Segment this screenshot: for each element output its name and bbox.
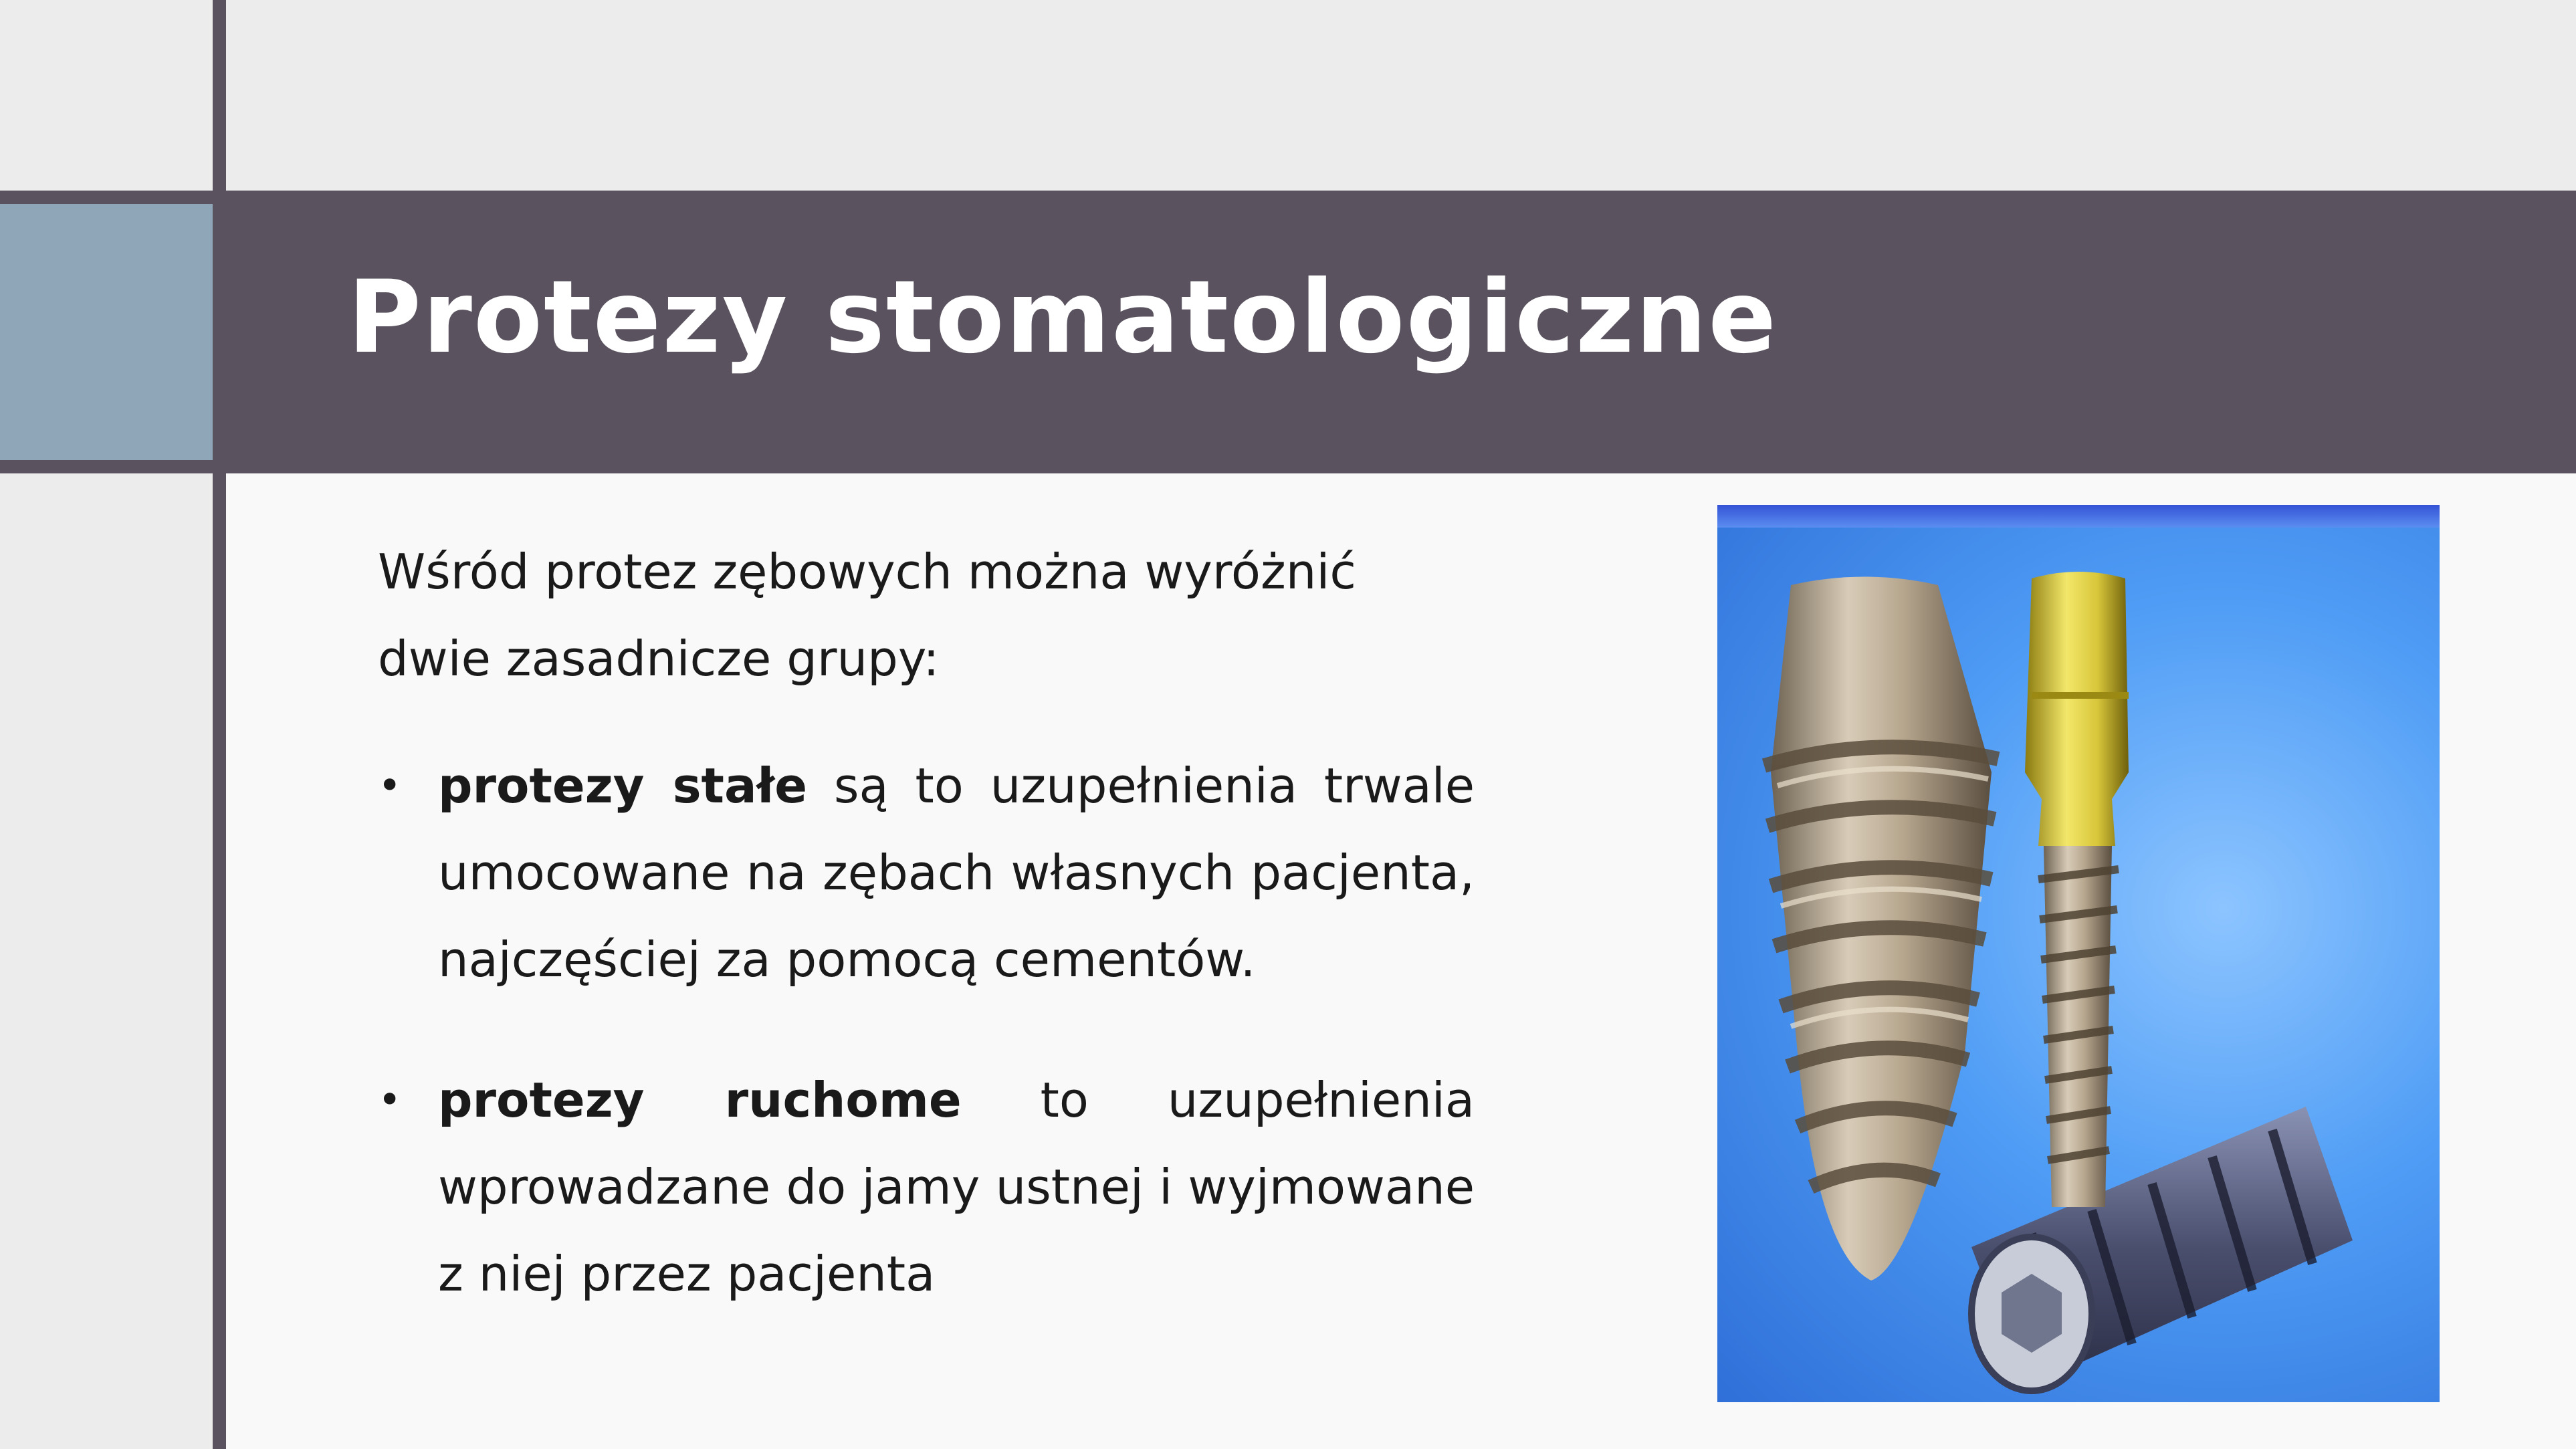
- dental-implants-photo: [1717, 505, 2440, 1402]
- slide-body: [378, 528, 1475, 1371]
- intro-paragraph: Wśród protez zębowych można wyróżnić dwie zasadnicze grupy:: [378, 544, 1356, 687]
- accent-square: [0, 204, 213, 460]
- top-band: [0, 0, 2576, 191]
- bullet-dot-icon: •: [378, 762, 402, 809]
- bullet-term: protezy stałe: [438, 758, 808, 814]
- bullet-list: [378, 742, 1475, 1317]
- large-implant-icon: [1764, 577, 1998, 1281]
- vertical-divider: [213, 0, 226, 1449]
- bullet-text: to uzupełnienia wprowadzane do jamy ustnej i wyjmowane z niej przez pacjenta: [438, 1072, 1475, 1302]
- dark-implant-icon: [1971, 1107, 2353, 1391]
- bullet-item-removable: [378, 1056, 1475, 1317]
- gold-abutment-icon: [2025, 572, 2129, 1207]
- bullet-text: są to uzupełnienia trwale umocowane na zębach własnych pacjenta, najczęściej za pomocą cementów.: [438, 758, 1475, 988]
- bullet-item-fixed: [378, 742, 1475, 1003]
- bullet-dot-icon: •: [378, 1077, 402, 1123]
- slide-title: Protezy stomatologiczne: [348, 259, 1778, 376]
- implant-illustration-icon: [1717, 505, 2440, 1402]
- bullet-term: protezy ruchome: [438, 1072, 962, 1128]
